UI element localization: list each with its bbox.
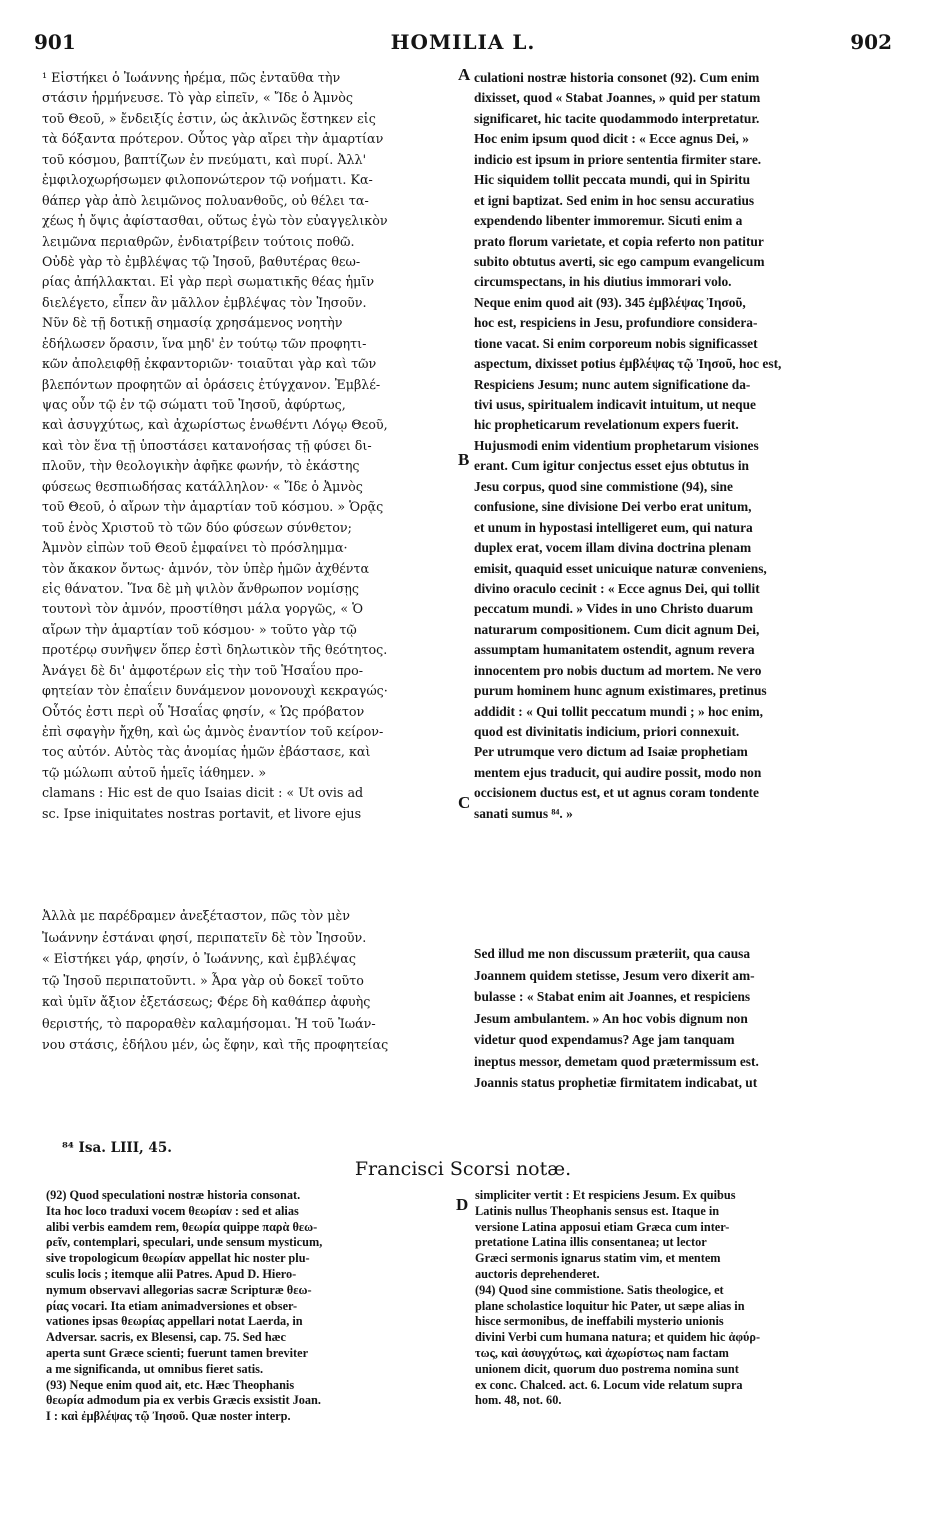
text-line: τοῦ ἑνὸς Χριστοῦ τὸ τῶν δύο φύσεων σύνθετον;: [42, 519, 352, 535]
text-line: Hujusmodi enim videntium prophetarum visiones: [474, 437, 759, 453]
text-line: φητείαν τὸν ἐπαΐειν δυνάμενον μονονουχὶ κεκραγώς·: [42, 683, 388, 699]
text-line: ρίας ἀπήλλακται. Εἰ γὰρ περὶ σωματικῆς θέας ἡμῖν: [42, 274, 375, 290]
text-line: bulasse : « Stabat enim ait Joannes, et respiciens: [474, 989, 751, 1004]
text-line: Ἀλλὰ με παρέδραμεν ἀνεξέταστον, πῶς τὸν μὲν: [42, 908, 350, 923]
text-line: προτέρῳ συνῆψεν ὅπερ ἐστὶ δηλωτικὸν τῆς θεότητος.: [42, 642, 388, 658]
text-line: confusione, sine divisione Dei verbo erat unitum,: [474, 499, 752, 515]
margin-marker-c: C: [458, 793, 471, 812]
text-line: καὶ ἀσυγχύτως, καὶ ἀχωρίστως ἑνωθέντι Λόγῳ Θεοῦ,: [42, 417, 388, 433]
text-line: Per utrumque vero dictum ad Isaiæ prophetiam: [474, 744, 748, 760]
text-line: dixisset, quod « Stabat Joannes, » quid per statum: [474, 90, 761, 106]
text-line: mentem ejus traducit, qui audire possit, modo non: [474, 764, 762, 780]
text-line: unionem dicit, quorum duo postrema nomina sunt: [475, 1361, 739, 1376]
text-line: erant. Cum igitur conjectus esset ejus obtutus in: [474, 458, 749, 474]
text-line: Οὗτός ἐστι περὶ οὗ Ἡσαΐας φησίν, « Ὡς πρόβατον: [42, 703, 365, 719]
greek-continuation-block: [42, 905, 462, 1056]
text-line: τοῦ Θεοῦ, » ἔνδειξίς ἐστιν, ὡς ἀκλινῶς ἔστηκεν εἰς: [42, 110, 376, 126]
text-line: hoc est, respiciens in Jesu, profundiore considera-: [474, 315, 758, 331]
text-line: duplex erat, vocem illam divina doctrina plenam: [474, 540, 752, 556]
notes-heading: Francisci Scorsi notæ.: [354, 1158, 572, 1180]
text-line: versione Latina apposui etiam Græca cum inter-: [475, 1219, 730, 1234]
text-line: addidit : « Qui tollit peccatum mundi ; » hoc enim,: [474, 703, 764, 719]
text-line: indicio est ipsum in priore sententia firmiter stare.: [474, 151, 762, 167]
text-line: θεριστής, τὸ παροραθὲν καλαμήσομαι. Ἡ τοῦ Ἰωάν-: [42, 1015, 376, 1031]
text-line: Græci sermonis ignarus statim vim, et mentem: [475, 1251, 721, 1266]
text-line: ρεῖν, contemplari, speculari, unde sensum mysticum,: [46, 1235, 323, 1250]
latin-text-column: [474, 68, 894, 824]
text-line: quod est divinitatis indicium, priori connexuit.: [474, 724, 740, 739]
text-line: divino oraculo cecinit : « Ecce agnus Dei, qui tollit: [474, 580, 760, 596]
text-line: et unum in hypostasi intelligeret eum, qui natura: [474, 519, 753, 535]
text-line: Jesu corpus, quod sine commistione (94), sine: [474, 478, 733, 494]
latin-continuation-block: [474, 943, 894, 1094]
margin-marker-a: A: [458, 65, 471, 84]
text-line: τὰ δόξαντα πρότερον. Οὗτος γὰρ αἴρει τὴν ἁμαρτίαν: [42, 131, 384, 147]
text-line: τὸν ἄκακον ὄντως· ἀμνόν, τὸν ὑπὲρ ἡμῶν ἀχθέντα: [42, 560, 370, 576]
text-line: circumspectans, in his diutius immorari volo.: [474, 274, 732, 290]
text-line: alibi verbis eamdem rem, θεωρία quippe παρὰ θεω-: [46, 1219, 318, 1234]
margin-marker-d: D: [456, 1195, 469, 1214]
text-line: peccatum mundi. » Vides in uno Christo duarum: [474, 601, 754, 617]
text-line: τως, καὶ ἀσυγχύτως, καὶ ἀχωρίστως nam factam: [475, 1345, 729, 1360]
text-line: expendendo libenter immoremur. Sicuti enim a: [474, 213, 743, 229]
text-line: sc. Ipse iniquitates nostras portavit, et livore ejus: [42, 805, 362, 821]
text-line: Joannis status prophetiæ firmitatem indicabat, ut: [474, 1075, 758, 1090]
text-line: τος αὐτόν. Αὐτὸς τὰς ἀνομίας ἡμῶν ἐβάστασε, καὶ: [42, 744, 371, 760]
text-line: « Εἱστήκει γάρ, φησίν, ὁ Ἰωάννης, καὶ ἐμβλέψας: [42, 951, 356, 966]
text-line: τουτονὶ τὸν ἀμνόν, προστίθησι μάλα γοργῶς, « Ὁ: [42, 601, 364, 617]
text-line: ἐδήλωσεν ὅρασιν, ἵνα μηδ' ἐν τούτῳ τῶν προφητι-: [42, 335, 367, 351]
text-line: Jesum ambulantem. » An hoc vobis dignum non: [474, 1010, 748, 1026]
text-line: ρίας vocari. Ita etiam animadversiones et obser-: [46, 1298, 298, 1313]
text-line: Ita hoc loco traduxi vocem θεωρίαν : sed et alias: [46, 1203, 299, 1218]
text-line: aspectum, dixisset potius ἐμβλέψας τῷ Ἰησοῦ, hoc est,: [474, 356, 782, 372]
text-line: sive tropologicum θεωρίαν appellat hic noster plu-: [46, 1251, 310, 1266]
text-line: subito obtutus averti, sic ego campum evangelicum: [474, 253, 765, 269]
text-line: ex conc. Chalced. act. 6. Locum vide relatum supra: [475, 1377, 743, 1392]
text-line: πλοῦν, τὴν θεολογικὴν ἀφῆκε φωνήν, τὸ ἑκάστης: [42, 458, 360, 474]
text-line: significaret, hic tacite quodammodo interpretatur.: [474, 110, 760, 126]
text-line: τῷ μώλωπι αὐτοῦ ἡμεῖς ἰάθημεν. »: [42, 764, 267, 780]
text-line: Οὐδὲ γὰρ τὸ ἐμβλέψας τῷ Ἰησοῦ, βαθυτέρας θεω-: [42, 253, 361, 269]
text-line: καὶ ὑμῖν ἄξιον ἐξετάσεως; Φέρε δὴ καθάπερ ἀφυὴς: [42, 994, 371, 1009]
text-line: λειμῶνα περιαθρῶν, ἐνδιατρίβειν τούτοις ποθῶ.: [42, 233, 355, 249]
text-line: ἐμφιλοχωρήσωμεν φιλοπονώτερον τῷ νοήματι. Κα-: [42, 172, 373, 188]
text-line: purum hominem hunc agnum existimares, pretinus: [474, 683, 767, 699]
scripture-footnote: ⁸⁴ Isa. LIII, 45.: [62, 1140, 172, 1156]
text-line: ψας οὖν τῷ ἐν τῷ σώματι τοῦ Ἰησοῦ, ἀφύρτως,: [42, 397, 346, 412]
text-line: clamans : Hic est de quo Isaias dicit : « Ut ovis ad: [42, 785, 364, 801]
text-line: αἴρων τὴν ἁμαρτίαν τοῦ κόσμου· » τοῦτο γὰρ τῷ: [42, 621, 357, 637]
text-line: innocentem pro nobis ductum ad mortem. Ne vero: [474, 662, 762, 678]
text-line: εἰς θάνατον. Ἵνα δὲ μὴ ψιλὸν ἄνθρωπον νομίσῃς: [42, 580, 359, 596]
text-line: simpliciter vertit : Et respiciens Jesum. Ex quibus: [475, 1188, 736, 1202]
text-line: ineptus messor, demetam quod prætermissum est.: [474, 1053, 759, 1069]
margin-marker-b: B: [458, 450, 470, 469]
text-line: (93) Neque enim quod ait, etc. Hæc Theophanis: [46, 1377, 295, 1392]
text-line: hom. 48, not. 60.: [475, 1393, 562, 1408]
text-line: τῷ Ἰησοῦ περιπατοῦντι. » Ἆρα γὰρ οὐ δοκεῖ τοῦτο: [42, 972, 364, 988]
text-line: prato florum varietate, et copia referto non patitur: [474, 233, 764, 249]
text-line: Latinis nullus Theophanis sensus est. Itaque in: [475, 1203, 720, 1218]
text-line: τοῦ Θεοῦ, ὁ αἴρων τὴν ἁμαρτίαν τοῦ κόσμου. » Ὁρᾷς: [42, 499, 384, 515]
text-line: assumptam humanitatem ostendit, agnum revera: [474, 642, 755, 658]
text-line: tione vacat. Si enim corporeum nobis significasset: [474, 335, 758, 351]
text-line: φύσεως θεσπιωδήσας κατάλληλον· « Ἴδε ὁ Ἀμνὸς: [42, 478, 363, 494]
text-line: I : καὶ ἐμβλέψας τῷ Ἰησοῦ. Quæ noster interp.: [46, 1409, 291, 1424]
text-line: aperta sunt Græce scienti; fuerunt tamen breviter: [46, 1345, 309, 1360]
text-line: Hoc enim ipsum quod dicit : « Ecce agnus Dei, »: [474, 131, 749, 147]
text-line: Sed illud me non discussum præteriit, qua causa: [474, 946, 751, 961]
text-line: διελέγετο, εἶπεν ἂν μᾶλλον ἐμβλέψας τὸν Ἰησοῦν.: [42, 294, 367, 310]
notes-left-column: [46, 1188, 452, 1425]
text-line: tivi usus, spiritualem indicavit intuitum, ut neque: [474, 397, 756, 412]
text-line: plane scholastice loquitur hic Pater, ut sæpe alias in: [475, 1298, 745, 1313]
text-line: Hic siquidem tollit peccata mundi, qui in Spiritu: [474, 172, 751, 188]
text-line: θάπερ γὰρ ἀπὸ λειμῶνος πολυανθοῦς, οὐ θέλει τα-: [42, 192, 369, 208]
text-line: nymum observavi allegorias sacræ Scripturæ θεω-: [46, 1282, 312, 1297]
text-line: βλεπόντων προφητῶν αἱ ὁράσεις ἐτύγχανον. Ἐμβλέ-: [42, 376, 381, 392]
text-line: θεωρία admodum pia ex verbis Græcis exsistit Joan.: [46, 1393, 321, 1408]
text-line: Ἰωάννην ἑστάναι φησί, περιπατεῖν δὲ τὸν Ἰησοῦν.: [42, 929, 367, 945]
text-line: Respiciens Jesum; nunc autem significatione da-: [474, 376, 751, 392]
text-line: ἐπὶ σφαγὴν ἤχθη, καὶ ὡς ἀμνὸς ἐναντίον τοῦ κείρον-: [42, 724, 384, 739]
text-line: naturarum compositionem. Cum dicit agnum Dei,: [474, 621, 760, 637]
text-line: (92) Quod speculationi nostræ historia consonat.: [46, 1188, 301, 1202]
text-line: Adversar. sacris, ex Blesensi, cap. 75. Sed hæc: [46, 1330, 287, 1345]
text-line: culationi nostræ historia consonet (92). Cum enim: [474, 70, 760, 85]
text-line: emisit, quaquid esset unicuique naturæ conveniens,: [474, 560, 767, 576]
text-line: sculis locis ; itemque alii Patres. Apud D. Hiero-: [46, 1266, 297, 1281]
text-line: Ἀνάγει δὲ δι' ἀμφοτέρων εἰς τὴν τοῦ Ἡσαΐου προ-: [42, 662, 364, 678]
text-line: pretatione Latina illis consentanea; ut lector: [475, 1235, 707, 1250]
page-number-left: 901: [34, 30, 76, 54]
text-line: καὶ τὸν ἕνα τῇ ὑποστάσει κατανοήσας τῇ φύσει δι-: [42, 437, 372, 453]
text-line: vationes ipsas θεωρίας appellari notat Laerda, in: [46, 1314, 303, 1329]
text-line: occisionem ductus est, et ut agnus coram tondente: [474, 785, 759, 801]
text-line: Joannem quidem stetisse, Jesum vero dixerit am-: [474, 967, 755, 983]
text-line: χέως ἡ ὄψις ἀφίστασθαι, οὕτως ἐγὼ τὸν εὐαγγελικὸν: [42, 213, 388, 229]
text-line: κῶν ἀπολειφθῇ ἐκφαντοριῶν· τοιαῦται γὰρ καὶ τῶν: [42, 356, 377, 372]
text-line: divini Verbi cum humana natura; et quidem hic ἀφύρ-: [475, 1330, 761, 1345]
page-header-title: HOMILIA L.: [390, 30, 536, 54]
text-line: Ἀμνὸν εἰπὼν τοῦ Θεοῦ ἐμφαίνει τὸ πρόσλημμα·: [42, 540, 348, 556]
text-line: sanati sumus ⁸⁴. »: [474, 805, 573, 821]
page-number-right: 902: [850, 30, 892, 54]
text-line: hic propheticarum revelationum expers fuerit.: [474, 417, 739, 433]
text-line: (94) Quod sine commistione. Satis theologice, et: [475, 1282, 724, 1297]
text-line: τοῦ κόσμου, βαπτίζων ἐν πνεύματι, καὶ πυρί. Ἀλλ': [42, 151, 367, 167]
text-line: videtur quod expendamus? Age jam tanquam: [474, 1032, 735, 1047]
text-line: et igni baptizat. Sed enim in hoc sensu accuratius: [474, 192, 755, 208]
text-line: auctoris deprehenderet.: [475, 1266, 600, 1281]
text-line: hisce sermonibus, de ineffabili mysterio unionis: [475, 1314, 724, 1329]
text-line: στάσιν ἡρμήνευσε. Τὸ γὰρ εἰπεῖν, « Ἴδε ὁ Ἀμνὸς: [42, 90, 354, 106]
text-line: ¹ Εἱστήκει ὁ Ἰωάννης ἠρέμα, πῶς ἐνταῦθα τὴν: [42, 70, 341, 85]
text-line: Neque enim quod ait (93). 345 ἐμβλέψας Ἰησοῦ,: [474, 294, 746, 310]
text-line: νου στάσις, ἐδήλου μέν, ὡς ἔφην, καὶ τῆς προφητείας: [42, 1037, 389, 1052]
text-line: Νῦν δὲ τῇ δοτικῇ σημασίᾳ χρησάμενος νοητὴν: [42, 315, 343, 331]
text-line: a me significanda, ut omnibus fieret satis.: [46, 1361, 264, 1376]
notes-right-column: [475, 1188, 895, 1409]
greek-text-column: [42, 68, 462, 824]
